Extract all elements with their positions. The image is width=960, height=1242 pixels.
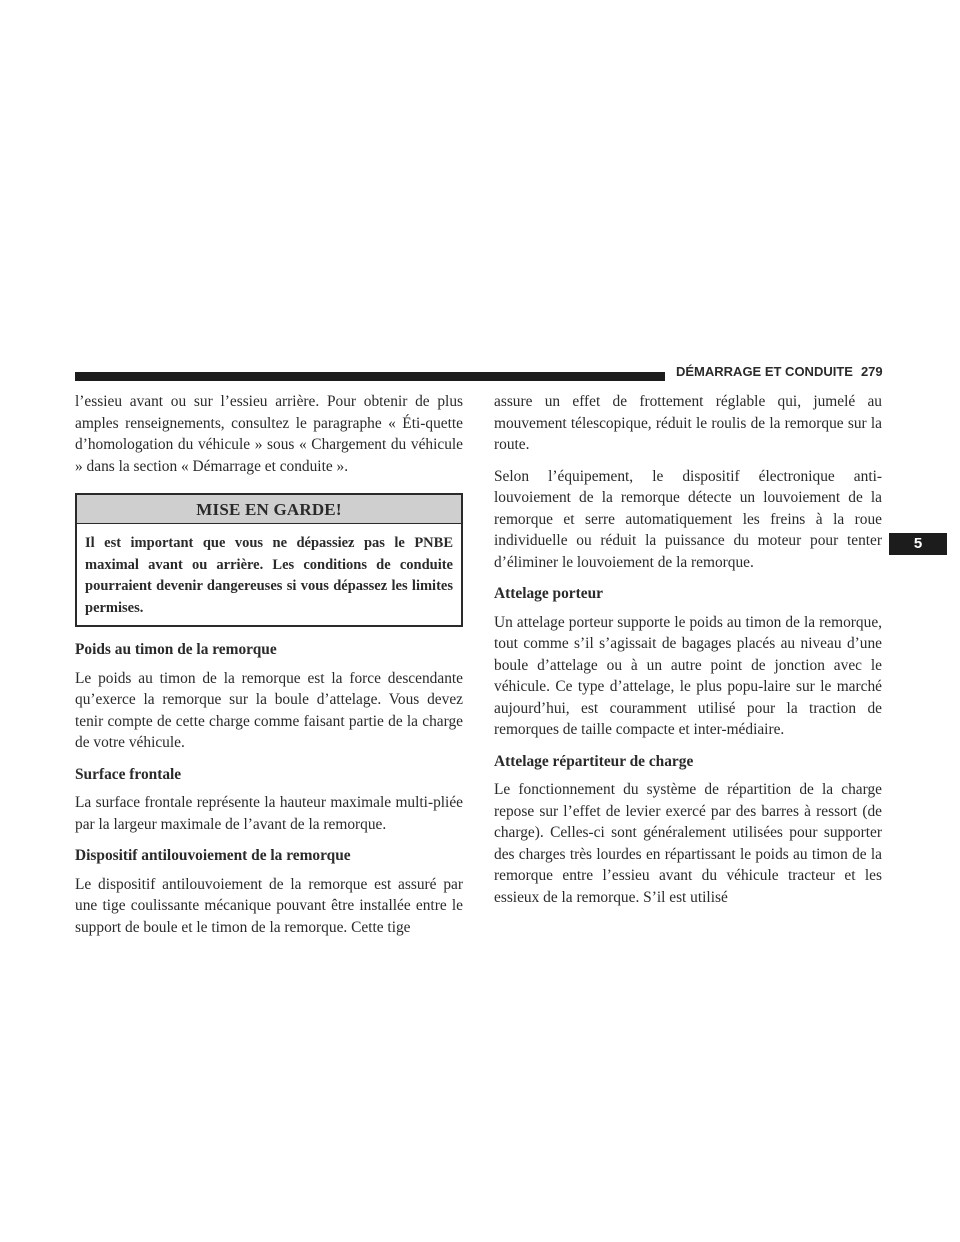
section-title: DÉMARRAGE ET CONDUITE [676,364,853,379]
warning-title: MISE EN GARDE! [77,495,461,524]
section-paragraph: Le dispositif antilouvoiement de la remorque est assuré par une tige coulissante mécanique pouvant être installée entre le support de boule et le timon de la remorque. Cette tige [75,875,463,936]
left-column [75,391,463,948]
chapter-tab: 5 [889,533,947,555]
section-paragraph: Le fonctionnement du système de répartition de la charge repose sur l’effet de levier exercé par des barres à ressort (de charge). Celles-ci sont généralement utilisées pour supporter des charges très lourdes en répartissant le poids au timon de la remorque entre l’essieu avant du véhicule tracteur et les essieux de la remorque. S’il est utilisé [494,781,882,906]
section-paragraph: Un attelage porteur supporte le poids au timon de la remorque, tout comme s’il s’agissait de bagages placés au niveau d’une boule d’attelage ou à un autre point de jonction avec le véhicule. Ce type d’attelage, le plus popu-laire sur le marché aujourd’hui, est couramment utilisé pour la traction de remorques de taille compacte et inter-médiaire. [494,613,882,738]
right-column [494,391,882,918]
section-heading: Poids au timon de la remorque [75,641,277,658]
section-heading: Dispositif antilouvoiement de la remorque [75,847,351,864]
section-paragraph: La surface frontale représente la hauteur maximale multi-pliée par la largeur maximale de l’avant de la remorque. [75,794,463,833]
warning-box [75,493,463,627]
section-heading: Surface frontale [75,765,182,783]
intro-paragraph: l’essieu avant ou sur l’essieu arrière. Pour obtenir de plus amples renseignements, consultez le paragraphe « Éti-quette d’homologation du véhicule » sous « Chargement du véhicule » dans la section « Démarrage et conduite ». [75,393,463,475]
section-heading: Attelage répartiteur de charge [494,752,694,770]
running-header [676,364,883,379]
header-rule [75,372,665,381]
page-number: 279 [860,364,883,379]
section-heading: Attelage porteur [494,585,603,602]
section-paragraph: Le poids au timon de la remorque est la force descendante qu’exerce la remorque sur la boule d’attelage. Vous devez tenir compte de cette charge comme faisant partie de la charge de votre véhicule. [75,669,463,751]
continuation-paragraph: assure un effet de frottement réglable qui, jumelé au mouvement télescopique, réduit le roulis de la remorque sur la route. [494,393,882,453]
electronic-sway-paragraph: Selon l’équipement, le dispositif électronique anti-louvoiement de la remorque détecte un louvoiement de la remorque et serre automatiquement les freins à la roue individuelle ou réduit la puissance du moteur pour tenter d’éliminer le louvoiement de la remorque. [494,467,882,571]
warning-text: Il est important que vous ne dépassiez pas le PNBE maximal avant ou arrière. Les conditions de conduite pourraient devenir dangereuses si vous dépassez les limites permises. [85,535,453,616]
